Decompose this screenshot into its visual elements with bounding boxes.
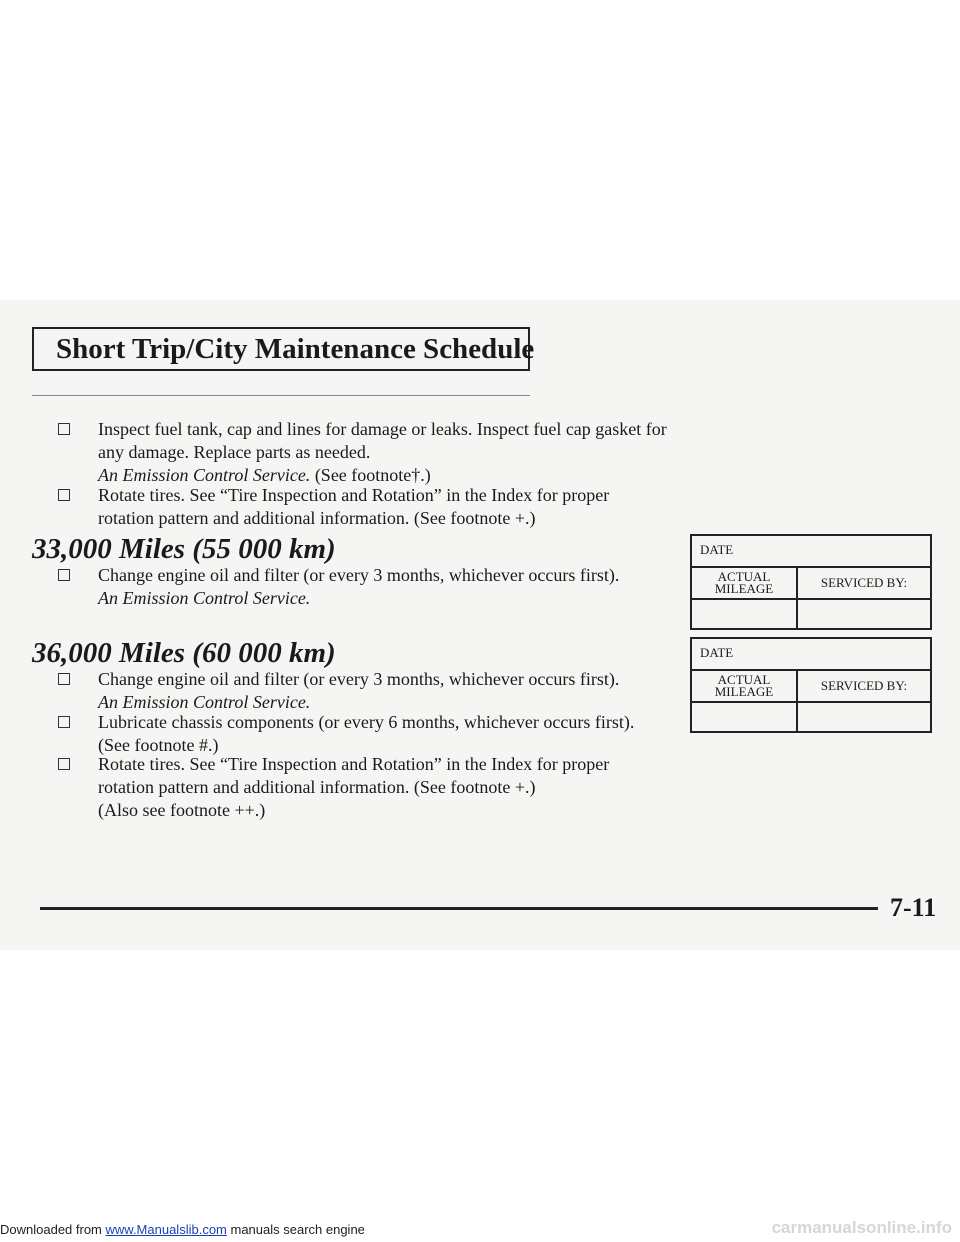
item-text: Rotate tires. See “Tire Inspection and Rotation” in the Index for proper rotation pattern and additional information. (See footnote +.) <box>98 485 610 528</box>
download-banner <box>0 1222 365 1237</box>
page-number: 7-11 <box>890 893 937 922</box>
checklist-item-oil-33k <box>58 564 668 610</box>
item-text: Lubricate chassis components (or every 6 months, whichever occurs first). (See footnote #.) <box>98 712 635 755</box>
actual-mileage-label <box>691 567 797 599</box>
date-field[interactable]: DATE <box>691 638 931 670</box>
item-text: Rotate tires. See “Tire Inspection and Rotation” in the Index for proper rotation pattern and additional information. (See footnote +.) <box>98 754 610 797</box>
download-prefix: Downloaded from <box>0 1222 106 1237</box>
emission-note: An Emission Control Service. <box>98 465 311 485</box>
mileage-heading-33k: 33,000 Miles (55 000 km) <box>32 533 336 565</box>
footnote-ref: (See footnote†.) <box>310 465 431 485</box>
checklist-item-rotate-tires <box>58 484 668 530</box>
checkbox-icon[interactable] <box>58 758 70 770</box>
emission-note: An Emission Control Service. <box>98 588 311 608</box>
date-field[interactable]: DATE <box>691 535 931 567</box>
checkbox-icon[interactable] <box>58 673 70 685</box>
item-text: Change engine oil and filter (or every 3 months, whichever occurs first). <box>98 669 620 689</box>
section-title: Short Trip/City Maintenance Schedule <box>32 327 530 371</box>
checkbox-icon[interactable] <box>58 716 70 728</box>
mileage-heading-36k: 36,000 Miles (60 000 km) <box>32 637 336 669</box>
manualslib-link[interactable]: www.Manualslib.com <box>105 1222 227 1237</box>
service-record-33k <box>690 534 932 630</box>
download-suffix: manuals search engine <box>226 1222 365 1237</box>
checklist-item-oil-36k <box>58 668 668 714</box>
serviced-by-entry[interactable] <box>797 599 931 629</box>
mileage-label-line2: MILEAGE <box>714 684 774 699</box>
checkbox-icon[interactable] <box>58 489 70 501</box>
serviced-by-label: SERVICED BY: <box>797 670 931 702</box>
mileage-label-line2: MILEAGE <box>714 581 774 596</box>
actual-mileage-label <box>691 670 797 702</box>
footer-rule <box>40 907 878 910</box>
footnote-ref: (Also see footnote ++.) <box>98 800 266 820</box>
item-text: Inspect fuel tank, cap and lines for damage or leaks. Inspect fuel cap gasket for any damage. Replace parts as needed. <box>98 419 667 462</box>
mileage-entry[interactable] <box>691 702 797 732</box>
serviced-by-label: SERVICED BY: <box>797 567 931 599</box>
checklist-item-inspect-fuel <box>58 418 668 487</box>
checklist-item-rotate-tires-36k <box>58 753 668 822</box>
emission-note: An Emission Control Service. <box>98 692 311 712</box>
checkbox-icon[interactable] <box>58 423 70 435</box>
mileage-label-line1: ACTUAL <box>717 672 771 687</box>
item-text: Change engine oil and filter (or every 3 months, whichever occurs first). <box>98 565 620 585</box>
service-record-36k <box>690 637 932 733</box>
serviced-by-entry[interactable] <box>797 702 931 732</box>
mileage-entry[interactable] <box>691 599 797 629</box>
mileage-label-line1: ACTUAL <box>717 569 771 584</box>
header-divider <box>32 395 530 396</box>
checkbox-icon[interactable] <box>58 569 70 581</box>
checklist-item-lubricate <box>58 711 668 757</box>
watermark: carmanualsonline.info <box>771 1218 952 1237</box>
